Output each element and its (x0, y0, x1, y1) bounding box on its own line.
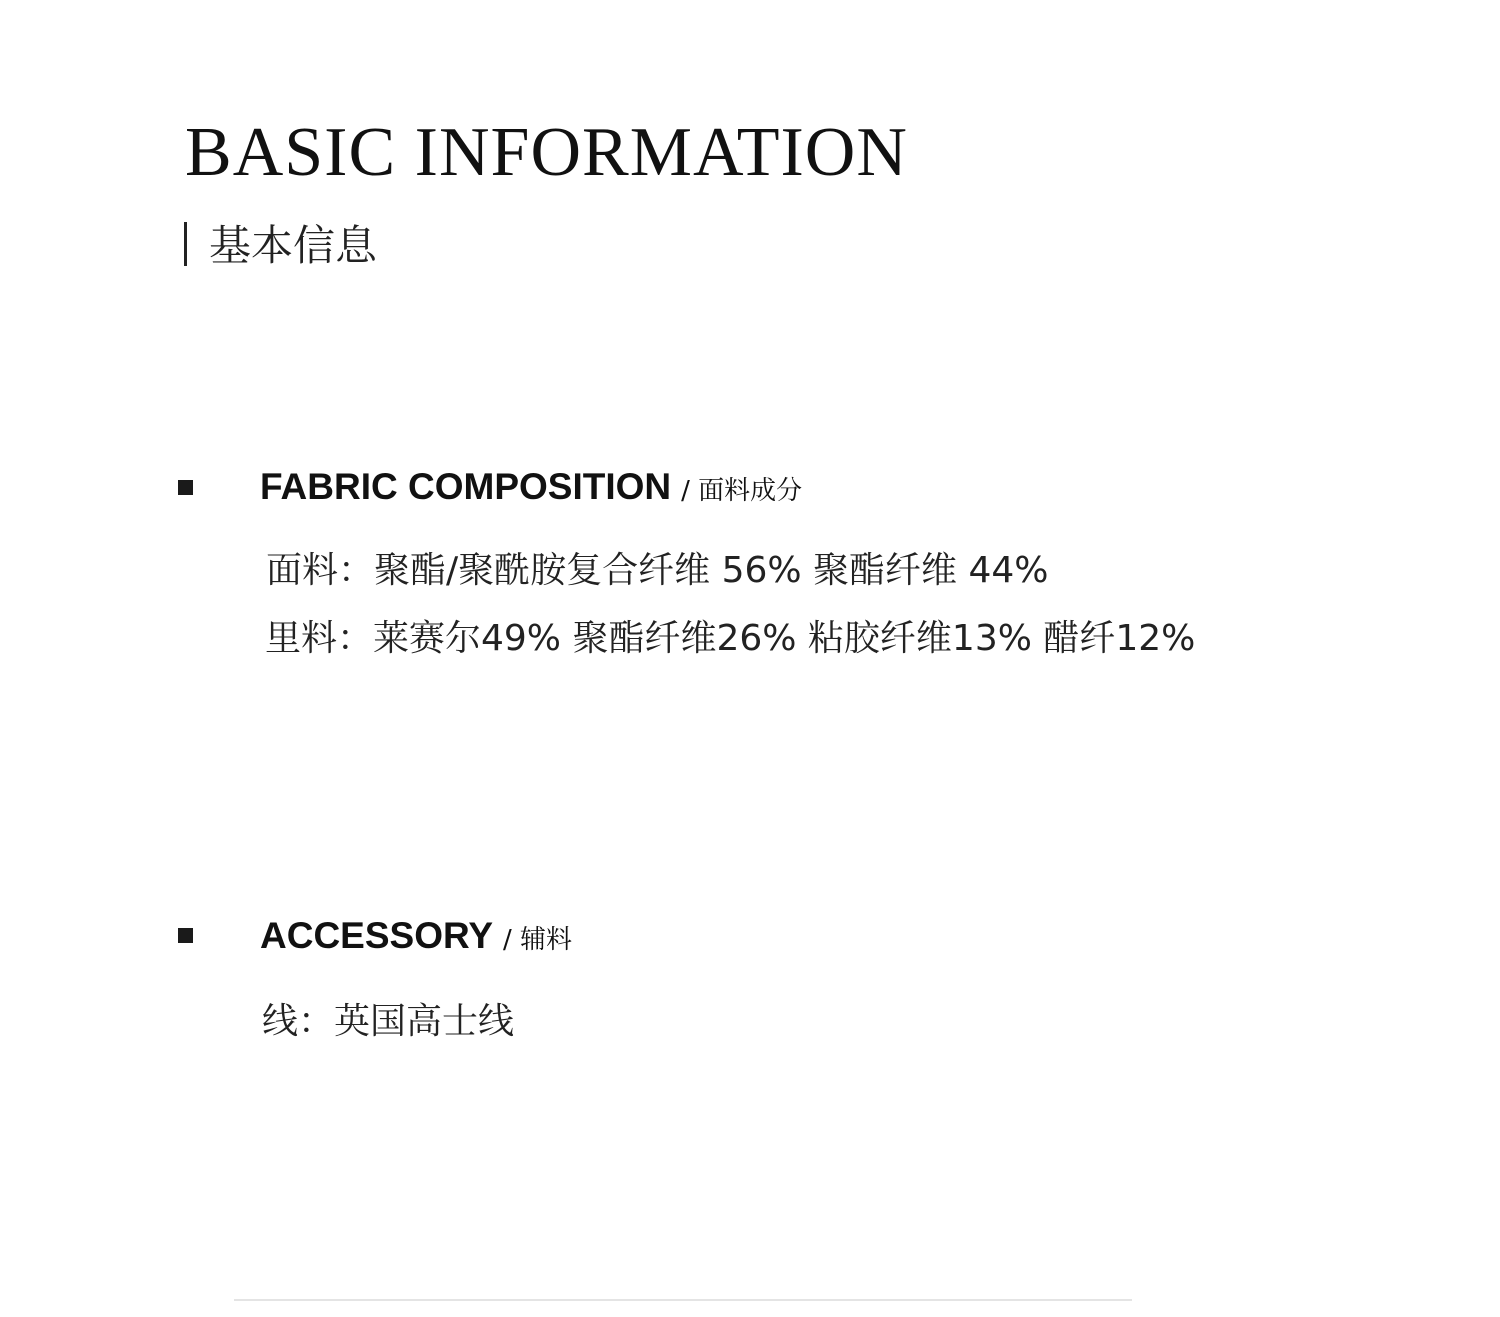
fabric-outer-line: 面料：聚酯/聚酰胺复合纤维 56% 聚酯纤维 44% (266, 550, 1049, 591)
fabric-heading-en: FABRIC COMPOSITION (260, 466, 672, 507)
fabric-lining-line: 里料：莱赛尔49% 聚酯纤维26% 粘胶纤维13% 醋纤12% (265, 618, 1196, 659)
fabric-section-heading (260, 464, 802, 518)
accessory-heading-zh: / 辅料 (503, 925, 573, 955)
accessory-bullet-icon (178, 928, 193, 943)
accessory-thread-line: 线：英国高士线 (262, 1001, 515, 1042)
footer-divider (234, 1299, 1132, 1301)
page-subtitle-text: 基本信息 (209, 221, 378, 270)
subtitle-divider (184, 222, 187, 266)
accessory-section-heading (260, 913, 572, 967)
page-title: BASIC INFORMATION (185, 114, 908, 191)
fabric-bullet-icon (178, 480, 193, 495)
page-subtitle (184, 218, 377, 274)
fabric-heading-zh: / 面料成分 (681, 476, 803, 506)
accessory-heading-en: ACCESSORY (260, 915, 494, 956)
